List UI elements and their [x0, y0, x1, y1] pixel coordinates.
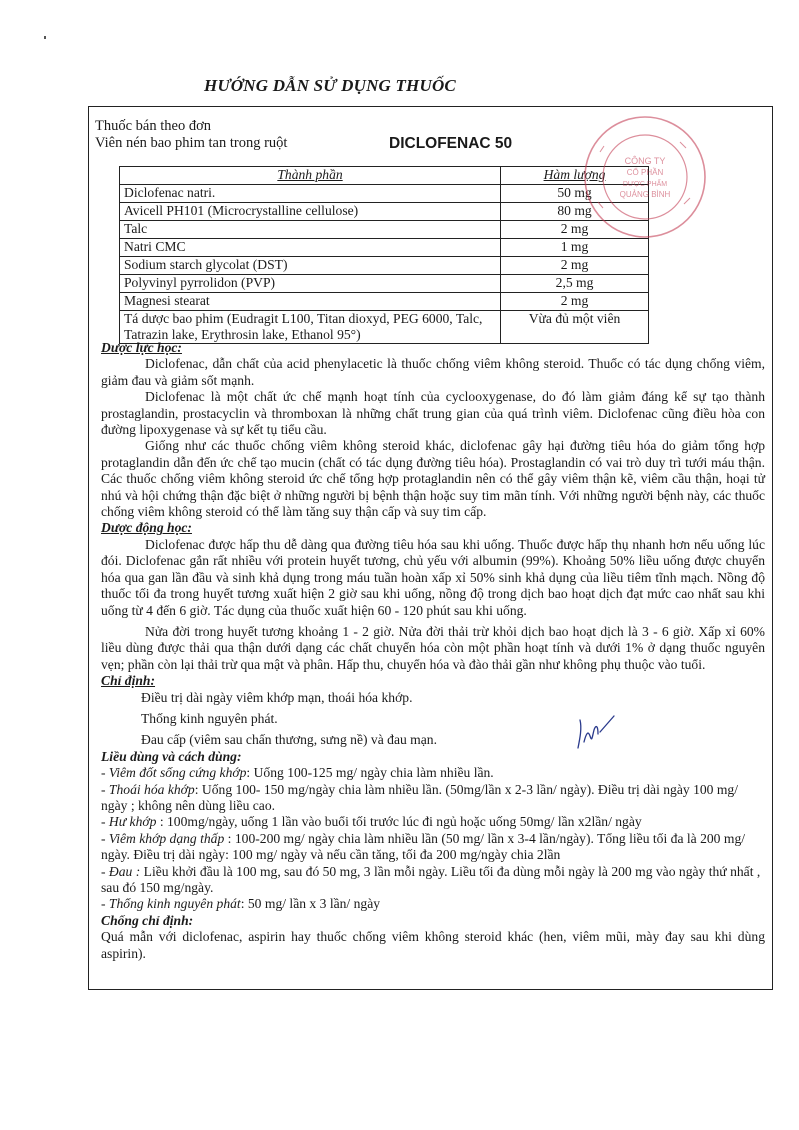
prescription-note: Thuốc bán theo đơn: [95, 118, 211, 134]
list-item: [101, 896, 765, 912]
list-item: Điều trị dài ngày viêm khớp mạn, thoái hóa khớp.: [141, 689, 413, 705]
dosage-label: - Thống kinh nguyên phát: [101, 896, 241, 912]
dosage-text: Liều khởi đầu là 100 mg, sau đó 50 mg, 3 lần mỗi ngày. Liều tối đa dùng mỗi ngày là 200 mg vào ngày thứ nhất , sau đó 150 mg/ngày.: [101, 863, 761, 895]
list-item: [101, 814, 765, 830]
list-item: Thống kinh nguyên phát.: [141, 710, 278, 726]
paragraph: Giống như các thuốc chống viêm không steroid khác, diclofenac gây hại đường tiêu hóa do giảm tổng hợp protaglandin dẫn đến ức chế tạo mucin (chất có tác dụng đường tiêu hóa). Prostaglandin có vai trò duy trì tưới máu thận. Các thuốc chống viêm không steroid ức chế tổng hợp protaglandin nên có thể gây viêm thận kẽ, viêm cầu thận, hoại tử nhú và hội chứng thận đặc biệt ở những người bị bệnh thận hoặc suy tim mãn tính. Với những người bệnh này, các thuốc chống viêm không steroid có thể làm tăng suy thận cấp và suy tim cấp.: [101, 438, 765, 520]
paragraph: Diclofenac được hấp thu dễ dàng qua đường tiêu hóa sau khi uống. Thuốc được hấp thụ nhanh hơn nếu uống lúc đói. Diclofenac gắn rất nhiều với protein huyết tương, chủ yếu với albumin (99%). Khoảng 50% liều uống được chuyển hóa qua gan lần đầu và sinh khả dụng trong máu tuần hoàn xấp xỉ 50% sinh khả dụng của liều tiêm tĩnh mạch. Nồng độ thuốc tối đa trong huyết tương xuất hiện 2 giờ sau khi uống, nồng độ trong dịch bao hoạt dịch đạt mức cao nhất sau khi uống từ 4 đến 6 giờ. Tác dụng của thuốc xuất hiện 60 - 120 phút sau khi uống.: [101, 536, 765, 618]
dosage-text: : Uống 100-125 mg/ ngày chia làm nhiều lần.: [246, 765, 494, 781]
leaflet-body: [101, 340, 765, 962]
table-row: [120, 203, 649, 221]
dosage-label: - Viêm đốt sống cứng khớp: [101, 765, 247, 781]
table-header-row: [120, 167, 649, 185]
column-header-ingredient: Thành phần: [120, 167, 501, 185]
table-row: [120, 311, 649, 344]
handwritten-signature: [570, 708, 620, 758]
ingredient-name: Sodium starch glycolat (DST): [120, 257, 501, 275]
ingredient-amount: 50 mg: [501, 185, 649, 203]
ingredient-name: Natri CMC: [120, 239, 501, 257]
table-row: [120, 221, 649, 239]
ingredient-name: Talc: [120, 221, 501, 239]
ingredient-name: Magnesi stearat: [120, 293, 501, 311]
dosage-label: - Hư khớp: [101, 814, 157, 830]
dosage-text: : 100mg/ngày, uống 1 lần vào buổi tối trước lúc đi ngủ hoặc uống 50mg/ lần x2lần/ ngày: [156, 814, 642, 830]
table-row: [120, 293, 649, 311]
dosage-label: - Đau :: [101, 863, 141, 879]
section-heading-pharmacokinetics: Dược động học:: [101, 520, 192, 536]
list-item: [101, 765, 765, 781]
section-heading-contraindications: Chống chỉ định:: [101, 912, 194, 928]
table-row: [120, 257, 649, 275]
paragraph: Quá mẫn với diclofenac, aspirin hay thuốc chống viêm không steroid khác (hen, viêm mũi, mày đay sau khi dùng aspirin).: [101, 929, 765, 961]
ingredient-amount: 80 mg: [501, 203, 649, 221]
dosage-label: - Thoái hóa khớp: [101, 781, 195, 797]
scan-speck: [44, 36, 46, 39]
svg-text:QUẢNG BÌNH: QUẢNG BÌNH: [619, 190, 671, 199]
ingredient-amount: Vừa đủ một viên: [501, 311, 649, 344]
table-row: [120, 239, 649, 257]
dosage-form: Viên nén bao phim tan trong ruột: [95, 135, 288, 151]
list-item: [101, 831, 765, 864]
section-heading-pharmacodynamics: Dược lực học:: [101, 340, 182, 355]
ingredient-name: Avicell PH101 (Microcrystalline cellulose): [120, 203, 501, 221]
list-item: [101, 864, 765, 897]
composition-table: [119, 166, 649, 344]
dosage-label: - Viêm khớp dạng thấp: [101, 830, 225, 846]
dosage-list: [101, 765, 765, 913]
table-row: [120, 185, 649, 203]
dosage-text: : 50 mg/ lần x 3 lần/ ngày: [240, 896, 381, 912]
svg-text:DƯỢC PHẨM: DƯỢC PHẨM: [622, 181, 668, 188]
company-seal: [580, 112, 710, 242]
column-header-amount: Hàm lượng: [501, 167, 649, 185]
ingredient-amount: 2,5 mg: [501, 275, 649, 293]
indications-list: [101, 690, 765, 749]
list-item: [101, 782, 765, 815]
ingredient-amount: 2 mg: [501, 221, 649, 239]
section-heading-dosage: Liều dùng và cách dùng:: [101, 748, 242, 764]
page-title: HƯỚNG DẪN SỬ DỤNG THUỐC: [204, 76, 456, 95]
list-item: Đau cấp (viêm sau chấn thương, sưng nề) và đau mạn.: [141, 732, 437, 748]
svg-text:CÔNG TY: CÔNG TY: [624, 156, 666, 166]
dosage-text: : Uống 100- 150 mg/ngày chia làm nhiều lần. (50mg/lần x 2-3 lần/ ngày). Điều trị dài ngày 100 mg/ ngày ; không nên dùng liều cao.: [101, 781, 738, 813]
table-row: [120, 275, 649, 293]
ingredient-name: Tá dược bao phim (Eudragit L100, Titan dioxyd, PEG 6000, Talc, Tatrazin lake, Erythrosin lake, Ethanol 95°): [120, 311, 501, 344]
ingredient-name: Polyvinyl pyrrolidon (PVP): [120, 275, 501, 293]
svg-text:CỔ PHẦN: CỔ PHẦN: [626, 168, 664, 177]
dosage-text: : 100-200 mg/ ngày chia làm nhiều lần (50 mg/ lần x 3-4 lần/ngày). Tổng liều tối đa là 200 mg/ ngày. Điều trị dài ngày: 100 mg/ ngày và nếu cần tăng, tối đa 200 mg/ngày chia 2lần: [101, 830, 746, 863]
paragraph: Nửa đời trong huyết tương khoảng 1 - 2 giờ. Nửa đời thải trừ khỏi dịch bao hoạt dịch là 3 - 6 giờ. Xấp xỉ 60% liều dùng được thải qua thận dưới dạng các chất chuyển hóa còn một phần hoạt tính và dưới 1% ở dạng thuốc nguyên vẹn; phần còn lại thải trừ qua mật và phân. Hấp thu, chuyển hóa và đào thải gần như không phụ thuộc vào tuổi.: [101, 623, 765, 672]
ingredient-amount: 1 mg: [501, 239, 649, 257]
section-heading-indications: Chỉ định:: [101, 673, 156, 689]
product-name: DICLOFENAC 50: [389, 135, 513, 152]
paragraph: Diclofenac là một chất ức chế mạnh hoạt tính của cyclooxygenase, do đó làm giảm đáng kể sự tạo thành prostaglandin, prostacyclin và thromboxan là những chất trung gian của quá trình viêm. Diclofenac cũng điều hòa con đường lipoxygenase và sự kết tụ tiểu cầu.: [101, 389, 765, 438]
ingredient-amount: 2 mg: [501, 293, 649, 311]
ingredient-amount: 2 mg: [501, 257, 649, 275]
ingredient-name: Diclofenac natri.: [120, 185, 501, 203]
paragraph: Diclofenac, dẫn chất của acid phenylacetic là thuốc chống viêm không steroid. Thuốc có tác dụng chống viêm, giảm đau và giảm sốt mạnh.: [101, 356, 765, 388]
